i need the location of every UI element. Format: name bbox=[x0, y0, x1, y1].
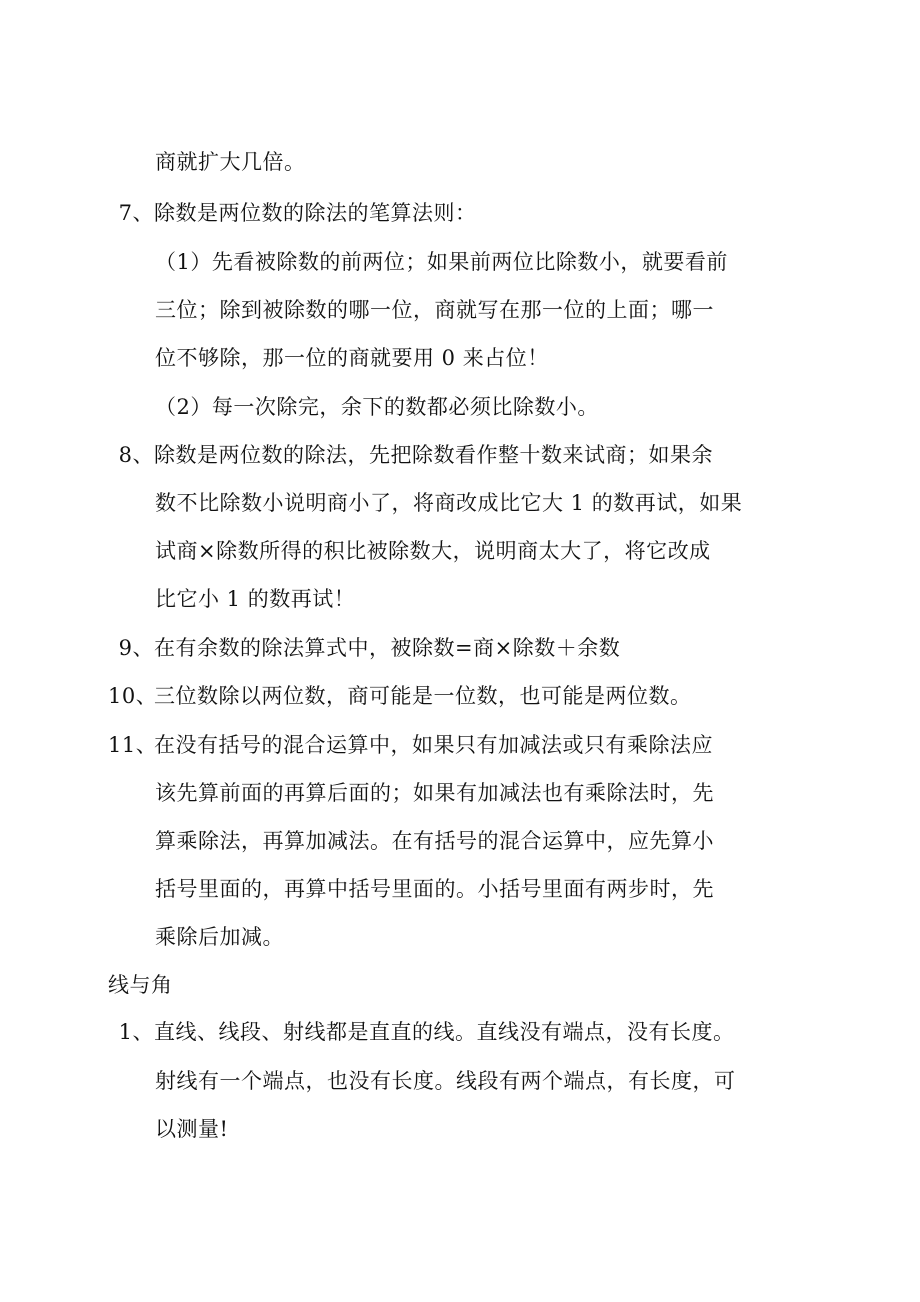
list-item-8-line: 比它小 1 的数再试！ bbox=[155, 587, 356, 611]
section-heading: 线与角 bbox=[108, 973, 173, 997]
list-item-text: 除数是两位数的除法的笔算法则： bbox=[154, 201, 477, 225]
list-item-11-line: 括号里面的，再算中括号里面的。小括号里面有两步时，先 bbox=[155, 877, 714, 901]
text-line: 商就扩大几倍。 bbox=[155, 150, 306, 174]
list-number: 8、 bbox=[118, 443, 154, 467]
list-item-7 bbox=[108, 199, 477, 227]
sub-item-1-line: 三位；除到被除数的哪一位，商就写在那一位的上面；哪一 bbox=[155, 298, 714, 322]
list-item-1-line: 射线有一个端点，也没有长度。线段有两个端点，有长度，可 bbox=[155, 1069, 736, 1093]
list-item-1 bbox=[108, 1018, 735, 1046]
list-item-text: 在没有括号的混合运算中，如果只有加减法或只有乘除法应 bbox=[154, 733, 713, 757]
list-number: 9、 bbox=[118, 636, 154, 660]
list-item-11-line: 算乘除法，再算加减法。在有括号的混合运算中，应先算小 bbox=[155, 829, 714, 853]
sub-item-1-line: （1）先看被除数的前两位；如果前两位比除数小，就要看前 bbox=[155, 250, 728, 274]
list-item-8-line: 试商×除数所得的积比被除数大，说明商太大了，将它改成 bbox=[155, 539, 711, 563]
list-item-11-line: 乘除后加减。 bbox=[155, 925, 284, 949]
list-number: 10、 bbox=[108, 684, 158, 708]
list-item-text: 直线、线段、射线都是直直的线。直线没有端点，没有长度。 bbox=[154, 1020, 735, 1044]
list-number: 7、 bbox=[118, 201, 154, 225]
sub-item-1-line: 位不够除，那一位的商就要用 0 来占位！ bbox=[155, 346, 549, 370]
sub-item-2-line: （2）每一次除完，余下的数都必须比除数小。 bbox=[155, 395, 599, 419]
list-item-text: 三位数除以两位数，商可能是一位数，也可能是两位数。 bbox=[154, 684, 692, 708]
list-item-1-line: 以测量! bbox=[155, 1117, 229, 1141]
list-number: 11、 bbox=[108, 733, 158, 757]
list-item-8 bbox=[108, 441, 713, 469]
list-item-9 bbox=[108, 634, 620, 662]
list-number: 1、 bbox=[118, 1020, 154, 1044]
list-item-11-line: 该先算前面的再算后面的；如果有加减法也有乘除法时，先 bbox=[155, 781, 714, 805]
list-item-text: 除数是两位数的除法，先把除数看作整十数来试商；如果余 bbox=[154, 443, 713, 467]
list-item-8-line: 数不比除数小说明商小了，将商改成比它大 1 的数再试，如果 bbox=[155, 491, 743, 515]
list-item-11 bbox=[108, 731, 713, 759]
list-item-text: 在有余数的除法算式中，被除数=商×除数＋余数 bbox=[154, 636, 621, 660]
list-item-10 bbox=[108, 682, 692, 710]
